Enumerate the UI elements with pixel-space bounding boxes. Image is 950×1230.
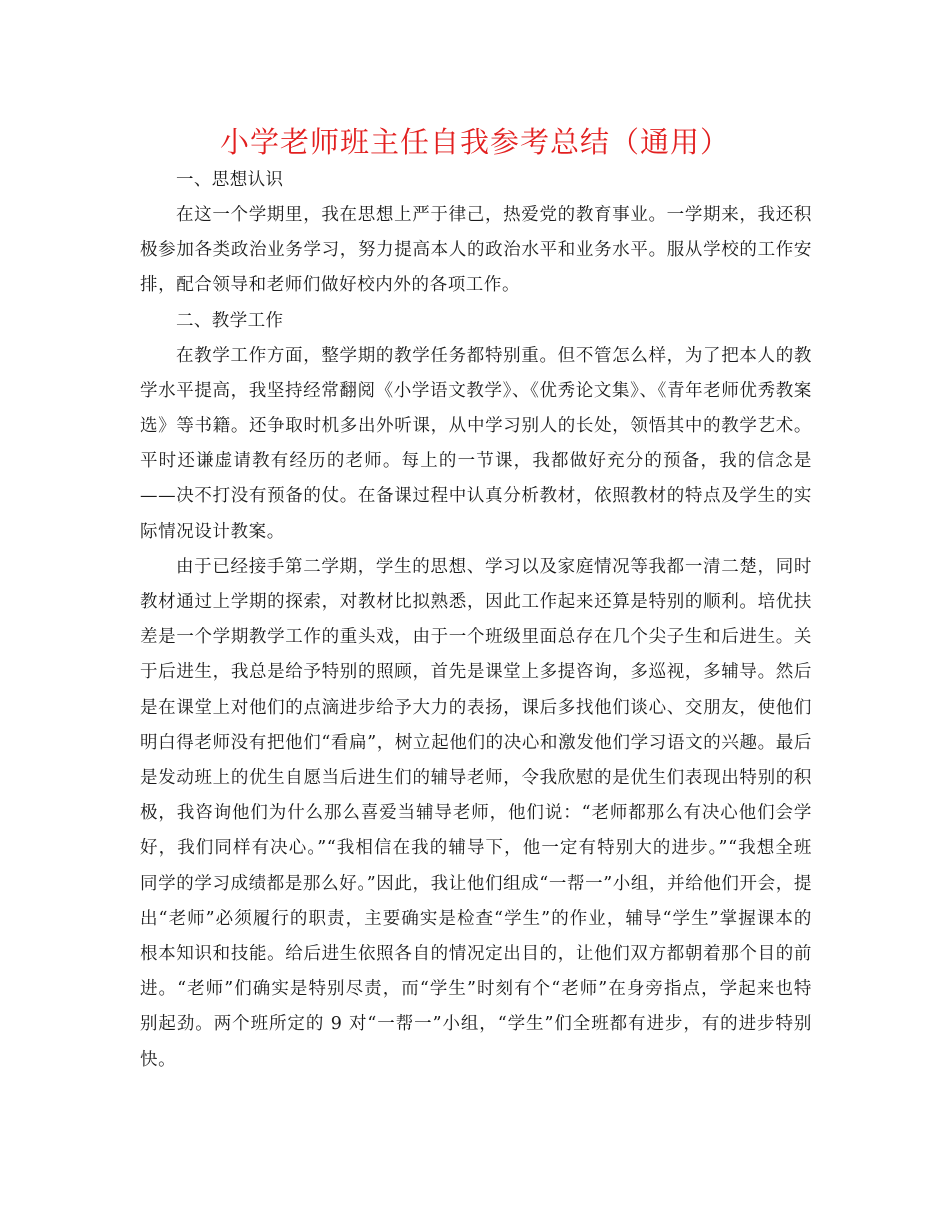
paragraph: 在教学工作方面，整学期的教学任务都特别重。但不管怎么样，为了把本人的教学水平提高，我坚持经常翻阅《小学语文教学》、《优秀论文集》、《青年老师优秀教案选》等书籍。还争取时机多出外听课，从中学习别人的长处，领悟其中的教学艺术。平时还谦虚请教有经历的老师。每上的一节课，我都做好充分的预备，我的信念是——决不打没有预备的仗。在备课过程中认真分析教材，依照教材的特点及学生的实际情况设计教案。: [140, 345, 812, 542]
section-heading: 二、教学工作: [176, 310, 284, 331]
paragraph: 在这一个学期里，我在思想上严于律己，热爱党的教育事业。一学期来，我还积极参加各类政治业务学习，努力提高本人的政治水平和业务水平。服从学校的工作安排，配合领导和老师们做好校内外的各项工作。: [140, 205, 812, 296]
section-thought: [140, 163, 812, 304]
document-title: 小学老师班主任自我参考总结（通用）: [219, 125, 730, 159]
document-body: [140, 163, 812, 1078]
section-teaching: [140, 304, 812, 1078]
paragraph: 由于已经接手第二学期，学生的思想、学习以及家庭情况等我都一清二楚，同时教材通过上学期的探索，对教材比拟熟悉，因此工作起来还算是特别的顺利。培优扶差是一个学期教学工作的重头戏，由于一个班级里面总存在几个尖子生和后进生。关于后进生，我总是给予特别的照顾，首先是课堂上多提咨询，多巡视，多辅导。然后是在课堂上对他们的点滴进步给予大力的表扬，课后多找他们谈心、交朋友，使他们明白得老师没有把他们“看扁”，树立起他们的决心和激发他们学习语文的兴趣。最后是发动班上的优生自愿当后进生们的辅导老师，令我欣慰的是优生们表现出特别的积极，我咨询他们为什么那么喜爱当辅导老师，他们说：“老师都那么有决心他们会学好，我们同样有决心。”“我相信在我的辅导下，他一定有特别大的进步。”“我想全班同学的学习成绩都是那么好。”因此，我让他们组成“一帮一”小组，并给他们开会，提出“老师”必须履行的职责，主要确实是检查“学生”的作业，辅导“学生”掌握课本的根本知识和技能。给后进生依照各自的情况定出目的，让他们双方都朝着那个目的前进。“老师”们确实是特别尽责，而“学生”时刻有个“老师”在身旁指点，学起来也特别起劲。两个班所定的 9 对“一帮一”小组，“学生”们全班都有进步，有的进步特别快。: [140, 556, 812, 1070]
section-heading: 一、思想认识: [176, 170, 284, 190]
